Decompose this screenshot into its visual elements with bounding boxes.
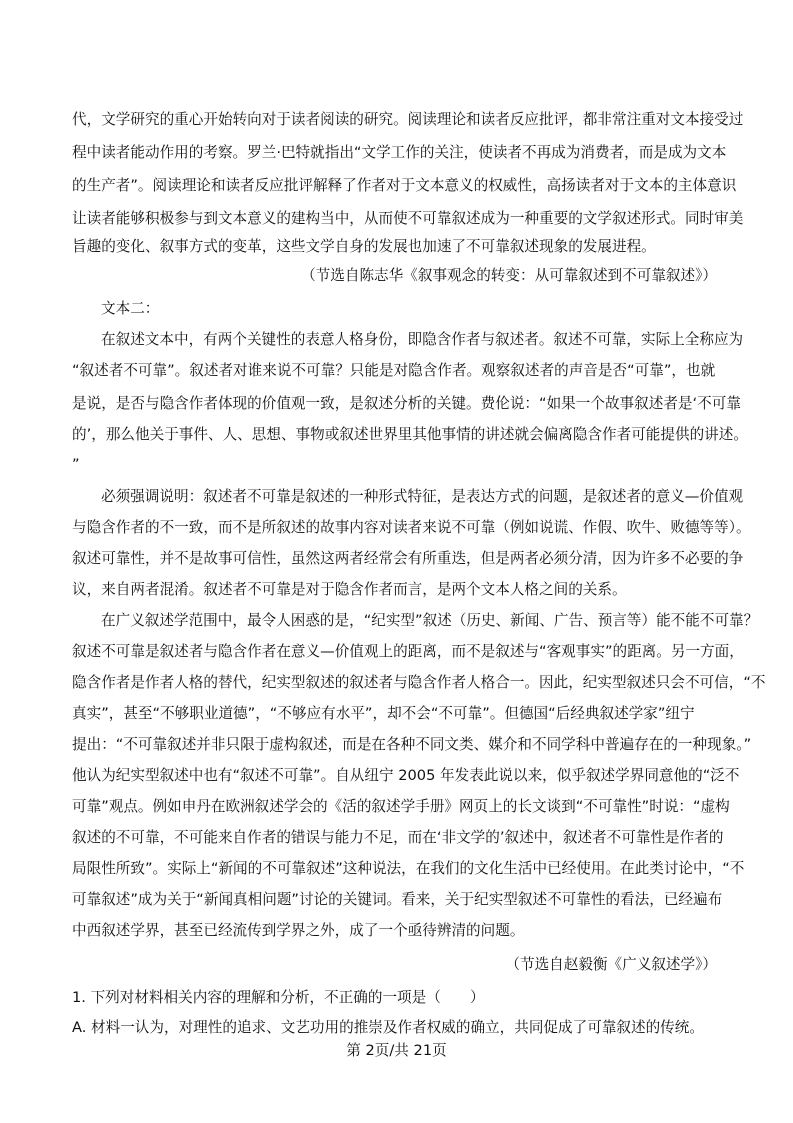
text-line: 可靠叙述”成为关于“新闻真相问题”讨论的关键词。看来，关于纪实型叙述不可靠性的看法，已经遍布	[72, 891, 723, 908]
text-line: 是说，是否与隐含作者体现的价值观一致，是叙述分析的关键。费伦说：“如果一个故事叙述者是‘不可靠	[72, 395, 741, 412]
text-line: ”	[72, 456, 80, 473]
text-line: 在叙述文本中，有两个关键性的表意人格身份，即隐含作者与叙述者。叙述不可靠，实际上全称应为	[101, 331, 744, 348]
text-line: 隐含作者是作者人格的替代，纪实型叙述的叙述者与隐含作者人格合一。因此，纪实型叙述只会不可信，“不	[72, 674, 766, 691]
text-line: 让读者能够积极参与到文本意义的建构当中，从而使不可靠叙述成为一种重要的文学叙述形式。同时审美	[72, 210, 744, 227]
source-citation: （节选自赵毅衡《广义叙述学》）	[505, 956, 717, 973]
text-line: 提出：“不可靠叙述并非只限于虚构叙述，而是在各种不同文类、媒介和不同学科中普遍存在的一种现象。”	[72, 736, 752, 753]
source-citation: （节选自陈志华《叙事观念的转变：从可靠叙述到不可靠叙述》）	[301, 267, 717, 284]
text-line: 中西叙述学界，甚至已经流传到学界之外，成了一个亟待辨清的问题。	[72, 922, 525, 939]
text-line: 可靠”观点。例如申丹在欧洲叙述学会的《活的叙述学手册》网页上的长文谈到“不可靠性”时说：“虚构	[72, 798, 730, 815]
text-line: 的生产者”。阅读理论和读者反应批评解释了作者对于文本意义的权威性，高扬读者对于文本的主体意识	[72, 177, 737, 194]
text-line: 旨趣的变化、叙事方式的变革，这些文学自身的发展也加速了不可靠叙述现象的发展进程。	[72, 238, 656, 255]
question-stem: 1. 下列对材料相关内容的理解和分析，不正确的一项是（ ）	[72, 989, 485, 1006]
text-line: 叙述可靠性，并不是故事可信性，虽然这两者经常会有所重迭，但是两者必须分清，因为许多不必要的争	[72, 550, 744, 567]
text-line: 程中读者能动作用的考察。罗兰·巴特就指出“文学工作的关注，使读者不再成为消费者，而是成为文本	[72, 144, 727, 161]
text-line: 必须强调说明：叙述者不可靠是叙述的一种形式特征，是表达方式的问题，是叙述者的意义—价值观	[101, 488, 744, 505]
text-line: 叙述的不可靠，不可能来自作者的错误与能力不足，而在‘非文学的’叙述中，叙述者不可靠性是作者的	[72, 829, 724, 846]
text-line: 的’，那么他关于事件、人、思想、事物或叙述世界里其他事情的讲述就会偏离隐含作者可能提供的讲述。	[72, 426, 748, 443]
page-footer: 第 2页/共 21页	[346, 1042, 447, 1059]
answer-option: A. 材料一认为，对理性的追求、文艺功用的推崇及作者权威的确立，共同促成了可靠叙述的传统。	[72, 1019, 704, 1036]
text-line: 与隐含作者的不一致，而不是所叙述的故事内容对读者来说不可靠（例如说谎、作假、吹牛、败德等等）。	[72, 519, 751, 536]
text-line: 在广义叙述学范围中，最令人困惑的是，“纪实型”叙述（历史、新闻、广告、预言等）能不能不可靠？	[101, 612, 759, 629]
text-line: 议，来自两者混淆。叙述者不可靠是对于隐含作者而言，是两个文本人格之间的关系。	[72, 581, 627, 598]
text-line: 真实”，甚至“不够职业道德”，“不够应有水平”，却不会“不可靠”。但德国“后经典叙述学家”纽宁	[72, 705, 695, 722]
text-line: 代，文学研究的重心开始转向对于读者阅读的研究。阅读理论和读者反应批评，都非常注重对文本接受过	[72, 111, 744, 128]
section-heading: 文本二：	[101, 300, 160, 317]
text-line: 局限性所致”。实际上“新闻的不可靠叙述”这种说法，在我们的文化生活中已经使用。在此类讨论中，“不	[72, 860, 745, 877]
text-line: “叙述者不可靠”。叙述者对谁来说不可靠？只能是对隐含作者。观察叙述者的声音是否“可靠”，也就	[72, 362, 716, 379]
text-line: 叙述不可靠是叙述者与隐含作者在意义—价值观上的距离，而不是叙述与“客观事实”的距离。另一方面，	[72, 643, 744, 660]
text-line: 他认为纪实型叙述中也有“叙述不可靠”。自从纽宁 2005 年发表此说以来，似乎叙述学界同意他的“泛不	[72, 767, 740, 784]
